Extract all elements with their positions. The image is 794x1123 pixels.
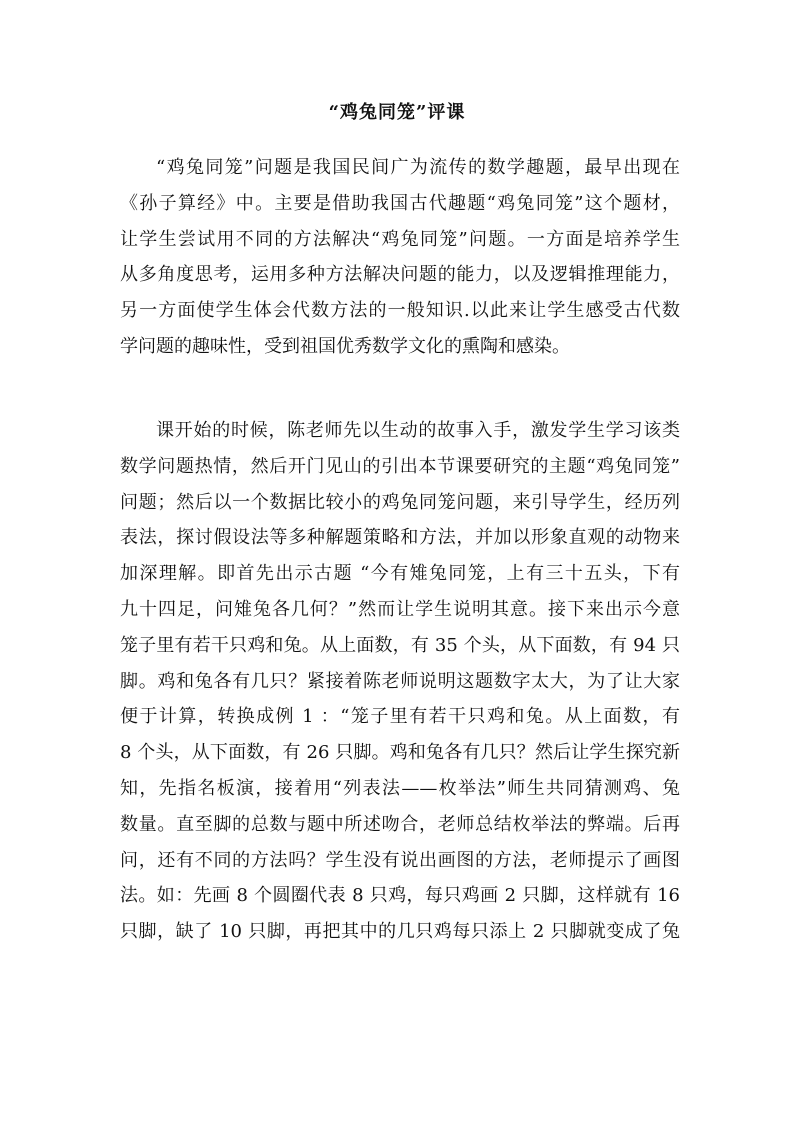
paragraph-line: 九十四足，问雉兔各几何？”然而让学生说明其意。接下来出示今意 xyxy=(120,598,680,620)
paragraph-line: 问题；然后以一个数据比较小的鸡兔同笼问题，来引导学生，经历列 xyxy=(120,491,680,513)
paragraph-line: 数量。直至脚的总数与题中所述吻合，老师总结枚举法的弊端。后再 xyxy=(120,813,680,835)
paragraph-2 xyxy=(120,413,680,950)
paragraph-line: 法。如：先画 8 个圆圈代表 8 只鸡，每只鸡画 2 只脚，这样就有 16 xyxy=(120,885,680,907)
paragraph-line: 脚。鸡和兔各有几只？紧接着陈老师说明这题数字太大，为了让大家 xyxy=(120,670,680,692)
paragraph-line: 加深理解。即首先出示古题 “今有雉兔同笼，上有三十五头，下有 xyxy=(120,563,680,585)
paragraph-line: 数学问题热情，然后开门见山的引出本节课要研究的主题“鸡兔同笼” xyxy=(120,455,680,477)
paragraph-line: 便于计算，转换成例 1 ：“笼子里有若干只鸡和兔。从上面数，有 xyxy=(120,706,680,728)
paragraph-line: “鸡兔同笼”问题是我国民间广为流传的数学趣题，最早出现在 xyxy=(156,157,680,178)
paragraph-line: 笼子里有若干只鸡和兔。从上面数，有 35 个头，从下面数，有 94 只 xyxy=(120,634,680,656)
paragraph-line: 表法，探讨假设法等多种解题策略和方法，并加以形象直观的动物来 xyxy=(120,527,680,549)
paragraph-line: 8 个头，从下面数，有 26 只脚。鸡和兔各有几只？然后让学生探究新 xyxy=(120,742,680,764)
paragraph-line: 从多角度思考，运用多种方法解决问题的能力，以及逻辑推理能力， xyxy=(120,264,680,286)
paragraph-line: 另一方面使学生体会代数方法的一般知识.以此来让学生感受古代数 xyxy=(120,300,680,322)
paragraph-line: 让学生尝试用不同的方法解决“鸡兔同笼”问题。一方面是培养学生 xyxy=(120,228,680,250)
paragraph-line: 知，先指名板演，接着用“列表法——枚举法”师生共同猜测鸡、兔 xyxy=(120,777,680,799)
paragraph-line: 课开始的时候，陈老师先以生动的故事入手，激发学生学习该类 xyxy=(156,420,680,441)
paragraph-line: 《孙子算经》中。主要是借助我国古代趣题“鸡兔同笼”这个题材， xyxy=(120,192,680,214)
paragraph-line: 只脚，缺了 10 只脚，再把其中的几只鸡每只添上 2 只脚就变成了兔 xyxy=(120,921,680,943)
paragraph-line: 问，还有不同的方法吗？学生没有说出画图的方法，老师提示了画图 xyxy=(120,849,680,871)
paragraph-1 xyxy=(120,150,680,365)
document-title: “鸡兔同笼”评课 xyxy=(328,102,466,123)
paragraph-line: 学问题的趣味性，受到祖国优秀数学文化的熏陶和感染。 xyxy=(120,335,570,357)
